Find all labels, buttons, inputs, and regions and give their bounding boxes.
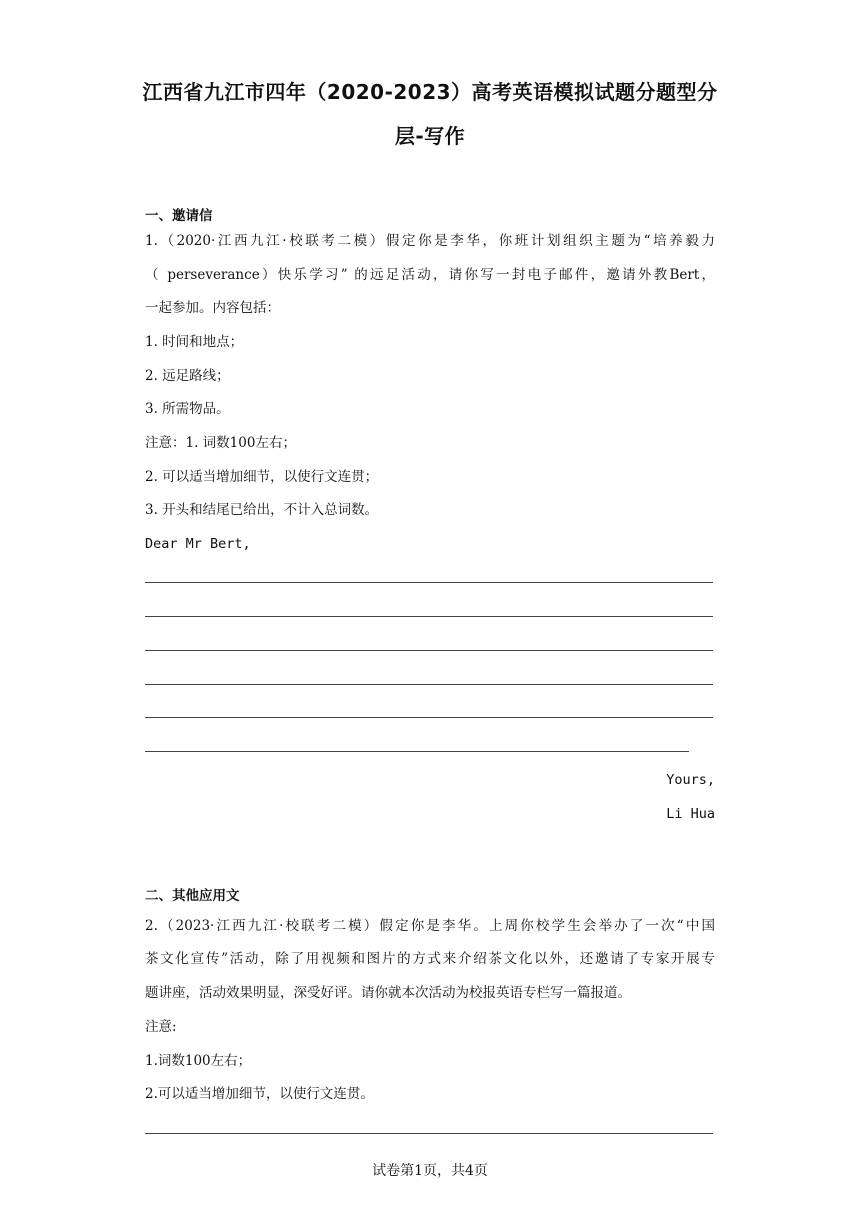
letter-closing: Yours, (666, 772, 715, 788)
question2-line3: 题讲座，活动效果明显，深受好评。请你就本次活动为校报英语专栏写一篇报道。 (145, 985, 631, 1001)
requirement-item-2: 2. 远足路线； (145, 368, 230, 384)
answer-line[interactable] (145, 1133, 713, 1134)
question1-line2: （ perseverance）快乐学习” 的远足活动，请你写一封电子邮件，邀请外教Bert， (145, 267, 715, 283)
page-title-line1: 江西省九江市四年（2020-2023）高考英语模拟试题分题型分 (142, 80, 718, 104)
question2-line1: 2.（2023·江西九江·校联考二模）假定你是李华。上周你校学生会举办了一次“中国 (145, 918, 715, 934)
answer-line[interactable] (145, 582, 713, 583)
section1-heading: 一、邀请信 (145, 208, 213, 224)
note-2: 2. 可以适当增加细节，以使行文连贯； (145, 469, 379, 485)
page-footer: 试卷第1页，共4页 (372, 1163, 488, 1179)
answer-line[interactable] (145, 650, 713, 651)
requirement-item-3: 3. 所需物品。 (145, 401, 230, 417)
answer-line[interactable] (145, 616, 713, 617)
requirement-item-1: 1. 时间和地点； (145, 334, 244, 350)
question2-line2: 茶文化宣传”活动，除了用视频和图片的方式来介绍茶文化以外，还邀请了专家开展专 (145, 951, 715, 967)
answer-line[interactable] (145, 751, 689, 752)
answer-line[interactable] (145, 717, 713, 718)
note-label: 注意: (145, 1019, 177, 1035)
question1-line1: 1.（2020·江西九江·校联考二模）假定你是李华，你班计划组织主题为“培养毅力 (145, 233, 715, 249)
note-3: 3. 开头和结尾已给出，不计入总词数。 (145, 502, 379, 518)
section2-heading: 二、其他应用文 (145, 888, 240, 904)
note-1: 1.词数100左右； (145, 1053, 252, 1069)
answer-line[interactable] (145, 684, 713, 685)
page-title-line2: 层-写作 (394, 124, 466, 148)
note-2: 2.可以适当增加细节，以使行文连贯。 (145, 1086, 374, 1102)
note-1: 注意：1. 词数100左右； (145, 435, 296, 451)
letter-greeting: Dear Mr Bert, (145, 536, 251, 552)
letter-signature: Li Hua (666, 806, 715, 822)
question1-line3: 一起参加。内容包括： (145, 300, 280, 316)
